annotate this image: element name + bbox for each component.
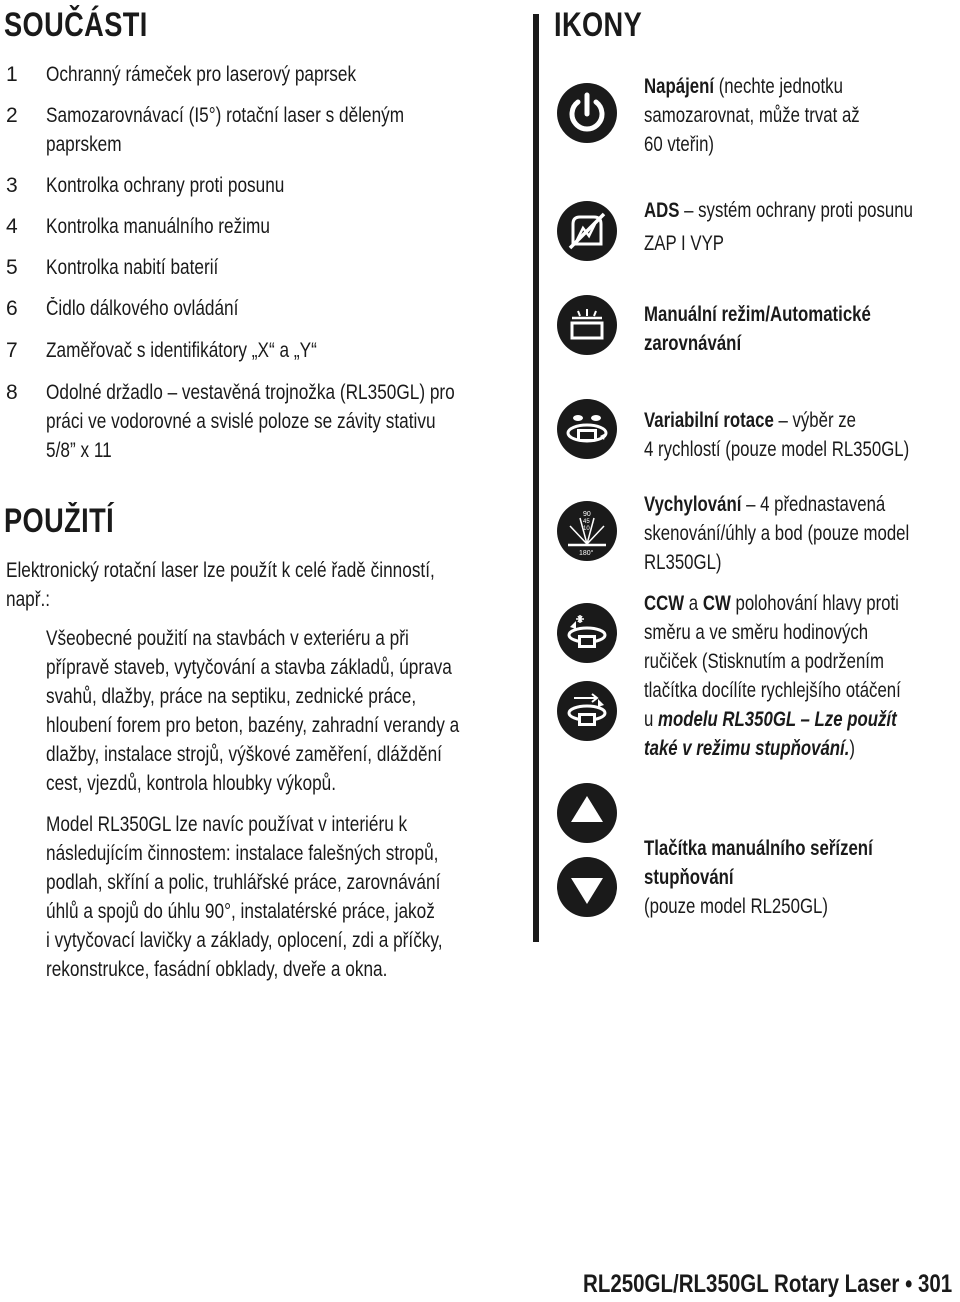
scan-angle-label-45: 45 xyxy=(583,519,590,525)
power-description: Napájení (nechte jednotku samozarovnat, může trvat až 60 vteřin) xyxy=(644,75,860,156)
rotate-description: CCW a CW polohování hlavy proti směru a ve směru hodinových ručiček (Stisknutím a podržením tlačítka docílíte rychlejšího otáčení u modelu RL350GL – Lze použít také v režimu stupňování.) xyxy=(644,592,901,760)
scan-description: Vychylování – 4 přednastavená skenování/úhly a bod (pouze model RL350GL) xyxy=(644,493,910,574)
rotation-speed-description: Variabilní rotace – výběr ze 4 rychlostí (pouze model RL350GL) xyxy=(644,409,910,461)
usage-paragraph-1: Všeobecné použití na stavbách v exteriéru a při přípravě staveb, vytyčování a stavba základů, úprava svahů, dlažby, práce na septiku, zednické práce, hloubení forem pro beton, bazény, zahradní verandy a dlažby, instalace strojů, výškové zaměření, dláždění cest, vjezdů, kontrola hloubky výkopů. xyxy=(46,627,460,795)
page-footer: RL250GL/RL350GL Rotary Laser • 301 xyxy=(582,1270,952,1298)
scan-angle-icon xyxy=(556,500,618,562)
rotation-speed-icon xyxy=(556,398,618,460)
ads-description: ADS – systém ochrany proti posunu ZAP I VYP xyxy=(644,199,913,255)
parts-heading: SOUČÁSTI xyxy=(4,6,148,44)
usage-heading: POUŽITÍ xyxy=(4,502,115,540)
ccw-rotate-icon xyxy=(556,602,618,664)
grade-description: Tlačítka manuálního seřízení stupňování (pouze model RL250GL) xyxy=(644,837,873,918)
manual-mode-icon xyxy=(556,294,618,356)
scan-angle-label-90: 90 xyxy=(583,511,591,518)
usage-intro: Elektronický rotační laser lze použít k celé řadě činností, např.: xyxy=(6,559,435,611)
icons-heading: IKONY xyxy=(554,6,643,44)
power-icon xyxy=(556,82,618,144)
scan-angle-label-180: 180° xyxy=(579,550,594,557)
cw-rotate-icon xyxy=(556,680,618,742)
ads-icon xyxy=(556,200,618,262)
manual-mode-description: Manuální režim/Automatické zarovnávání xyxy=(644,303,871,355)
grade-up-icon xyxy=(556,782,618,844)
grade-down-icon xyxy=(556,856,618,918)
usage-paragraph-2: Model RL350GL lze navíc používat v interiéru k následujícím činnostem: instalace falešných stropů, podlah, skříní a polic, truhlářské práce, zarovnávání úhlů a spojů do úhlu 90°, instalatérské práce, jakož i vytyčovací lavičky a základy, oplocení, zdi a příčky, rekonstrukce, fasádní obklady, dveře a okna. xyxy=(46,813,443,981)
column-divider xyxy=(533,14,539,942)
scan-angle-label-10: 10 xyxy=(583,526,590,532)
